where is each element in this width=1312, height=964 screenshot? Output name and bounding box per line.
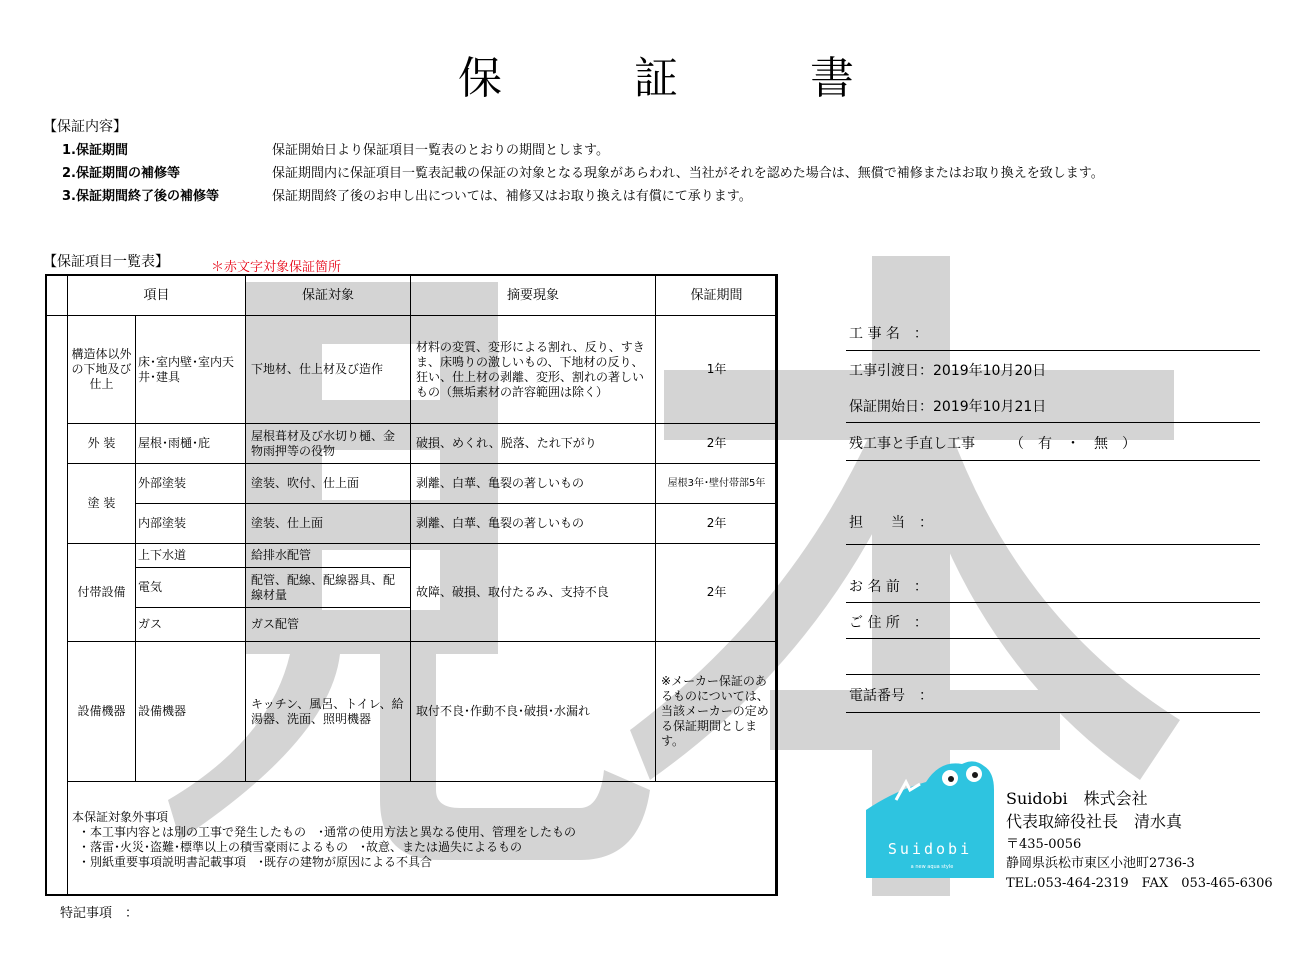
company-representative: 代表取締役社長 清水真 xyxy=(1006,812,1183,831)
cell-target: 配管、配線、配線器具、配線材量 xyxy=(246,568,411,608)
cell-item: 屋根･雨樋･庇 xyxy=(136,424,246,464)
cell-item: 電気 xyxy=(136,568,246,608)
company-name: Suidobi 株式会社 xyxy=(1006,789,1148,808)
exclusions-line: ・別紙重要事項説明書記載事項 ･既存の建物が原因による不具合 xyxy=(78,855,433,869)
address-line-2 xyxy=(846,674,1260,675)
cell-item: 上下水道 xyxy=(136,544,246,568)
cell-group: 外 装 xyxy=(68,424,136,464)
staff-label: 担 当 ： xyxy=(849,515,933,531)
phone-line xyxy=(846,712,1260,713)
residual-line xyxy=(846,460,1260,461)
company-zip: 〒435-0056 xyxy=(1006,837,1082,852)
cell-item: 床･室内壁･室内天井･建具 xyxy=(136,316,246,424)
table-row-exclusions xyxy=(46,782,778,896)
cell-group: 付帯設備 xyxy=(68,544,136,642)
cell-target: キッチン、風呂、トイレ、給湯器、洗面、照明機器 xyxy=(246,642,411,782)
handover-date: 工事引渡日：2019年10月20日 xyxy=(849,363,1047,379)
header-phenomenon: 摘要現象 xyxy=(411,275,656,316)
cell-phenomenon: 破損、めくれ、脱落、たれ下がり xyxy=(411,424,656,464)
contents-heading: 【保証内容】 xyxy=(43,119,127,135)
contents-item-label: 3.保証期間終了後の補修等 xyxy=(62,189,219,204)
cell-target: 下地材、仕上材及び造作 xyxy=(246,316,411,424)
table-header-row xyxy=(46,275,778,316)
cell-period: ※メーカー保証のあるものについては、当該メーカーの定める保証期間とします。 xyxy=(656,642,778,782)
header-blank xyxy=(46,275,68,316)
list-heading: 【保証項目一覧表】 xyxy=(43,254,169,270)
logo-tagline: a new aqua style xyxy=(910,864,954,870)
cell-group: 設備機器 xyxy=(68,642,136,782)
warranty-table xyxy=(45,274,778,896)
cell-item: 内部塗装 xyxy=(136,504,246,544)
table-row xyxy=(46,642,778,782)
header-item: 項目 xyxy=(68,275,246,316)
cell-phenomenon: 材料の変質、変形による割れ、反り、すきま、床鳴りの激しいもの、下地材の反り、狂い、仕上材の剥離、変形、割れの著しいもの（無垢素材の許容範囲は除く） xyxy=(411,316,656,424)
cell-phenomenon: 剥離、白華、亀裂の著しいもの xyxy=(411,504,656,544)
exclusions-line: ・本工事内容とは別の工事で発生したもの ･通常の使用方法と異なる使用、管理をしたもの xyxy=(78,825,577,839)
page-title: 保 証 書 xyxy=(458,53,898,104)
table-row xyxy=(46,424,778,464)
header-period: 保証期間 xyxy=(656,275,778,316)
suidobi-logo xyxy=(866,760,996,878)
cell-phenomenon: 故障、破損、取付たるみ、支持不良 xyxy=(411,544,656,642)
cell-phenomenon: 剥離、白華、亀裂の著しいもの xyxy=(411,464,656,504)
cell-target: 塗装、吹付、仕上面 xyxy=(246,464,411,504)
cell-period: 2年 xyxy=(656,424,778,464)
customer-address-label: ご 住 所 ： xyxy=(849,615,928,631)
contents-item-text: 保証期間内に保証項目一覧表記載の保証の対象となる現象があらわれ、当社がそれを認めた場合は、無償で補修またはお取り換えを致します。 xyxy=(272,166,1104,181)
residual-work: 残工事と手直し工事 （ 有 ・ 無 ） xyxy=(849,436,1136,452)
cell-target: ガス配管 xyxy=(246,608,411,642)
customer-name-line xyxy=(846,602,1260,603)
customer-name-label: お 名 前 ： xyxy=(849,579,928,595)
header-target: 保証対象 xyxy=(246,275,411,316)
cell-group: 塗 装 xyxy=(68,464,136,544)
table-row xyxy=(46,316,778,424)
company-address: 静岡県浜松市東区小池町2736-3 xyxy=(1006,856,1195,871)
table-row xyxy=(46,464,778,504)
cell-target: 屋根葺材及び水切り樋、金物雨押等の役物 xyxy=(246,424,411,464)
staff-line xyxy=(846,544,1260,545)
cell-group: 構造体以外の下地及び仕上 xyxy=(68,316,136,424)
contents-item-label: 2.保証期間の補修等 xyxy=(62,166,180,181)
company-phone: TEL:053-464-2319 FAX 053-465-6306 xyxy=(1006,876,1273,891)
project-name-line xyxy=(846,350,1260,351)
exclusions-title: 本保証対象外事項 xyxy=(72,810,169,824)
cell-target: 塗装、仕上面 xyxy=(246,504,411,544)
cell-period: 1年 xyxy=(656,316,778,424)
contents-item-text: 保証開始日より保証項目一覧表のとおりの期間とします。 xyxy=(272,143,609,158)
red-note: ＊赤文字対象保証箇所 xyxy=(211,260,342,275)
logo-text: Suidobi xyxy=(887,840,973,858)
start-date-line xyxy=(846,422,1260,423)
contents-item-label: 1.保証期間 xyxy=(62,143,128,158)
exclusions-line: ・落雷･火災･盗難･標準以上の積雪豪雨によるもの ･故意、または過失によるもの xyxy=(78,840,523,854)
exclusions-cell xyxy=(68,782,778,896)
contents-item-text: 保証期間終了後のお申し出については、補修又はお取り換えは有償にて承ります。 xyxy=(272,189,752,204)
table-row xyxy=(46,544,778,568)
special-notes: 特記事項 ： xyxy=(60,906,139,921)
project-name-label: 工 事 名 ： xyxy=(849,326,928,342)
cell-item: 外部塗装 xyxy=(136,464,246,504)
address-line-1 xyxy=(846,638,1260,639)
cell-period: 屋根3年･壁付帯部5年 xyxy=(656,464,778,504)
phone-label: 電話番号 ： xyxy=(849,688,933,704)
table-side-gutter xyxy=(46,316,68,896)
cell-phenomenon: 取付不良･作動不良･破損･水漏れ xyxy=(411,642,656,782)
cell-item: ガス xyxy=(136,608,246,642)
warranty-start-date: 保証開始日：2019年10月21日 xyxy=(849,399,1047,415)
cell-period: 2年 xyxy=(656,544,778,642)
cell-target: 給排水配管 xyxy=(246,544,411,568)
table-row xyxy=(46,504,778,544)
cell-item: 設備機器 xyxy=(136,642,246,782)
cell-period: 2年 xyxy=(656,504,778,544)
